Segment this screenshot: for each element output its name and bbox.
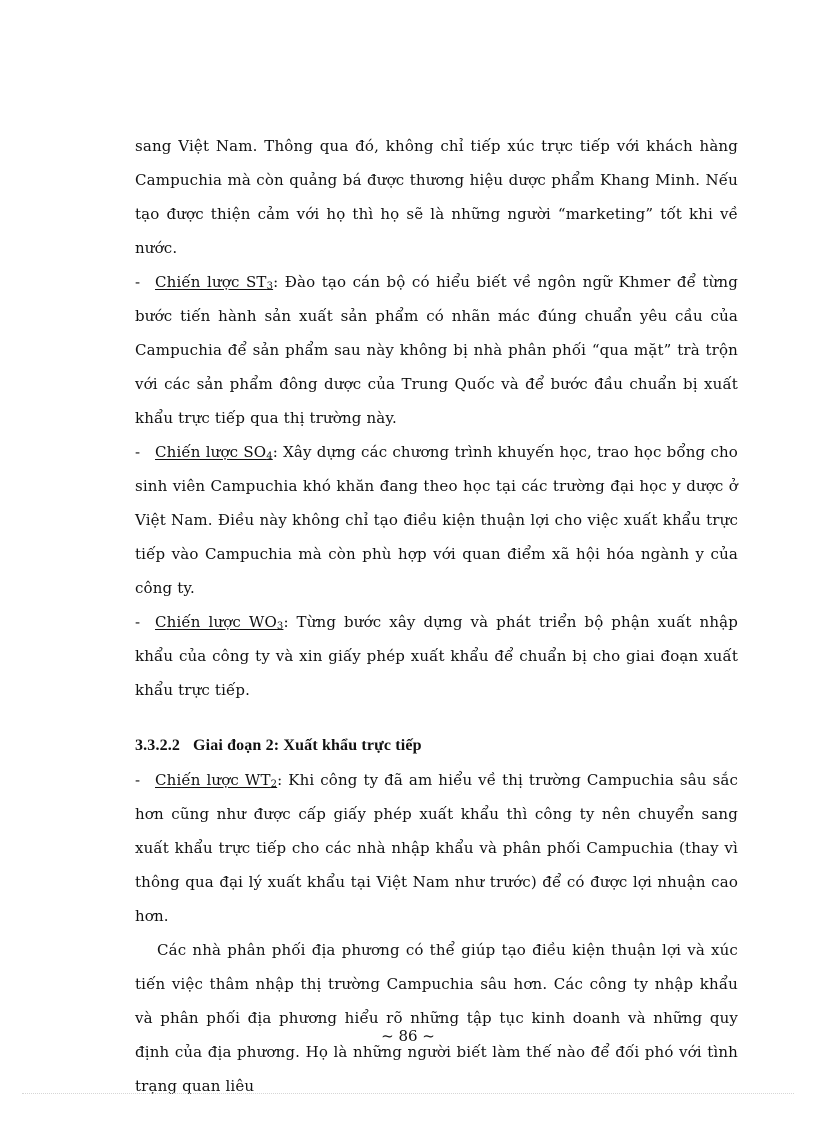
bullet-dash: - — [135, 771, 141, 789]
strategy-so4-label: Chiến lược $SO_4$ — [155, 443, 273, 462]
strategy-st3-text: : Đào tạo cán bộ có hiểu biết về ngôn ngữ Khmer để từng bước tiến hành sản xuất sản phẩm có nhãn mác đúng chuẩn yêu cầu của Campuchia để sản phẩm sau này không bị nhà phân phối “qua mặt” trà trộn với các sản phẩm đông dược của Trung Quốc và để bước đầu chuẩn bị xuất khẩu trực tiếp qua thị trường này. — [135, 273, 738, 427]
strategy-wo3-text: : Từng bước xây dựng và phát triển bộ phận xuất nhập khẩu của công ty và xin giấy phép xuất khẩu để chuẩn bị cho giai đoạn xuất khẩu trực tiếp. — [135, 613, 738, 699]
strategy-wt2-label: Chiến lược $WT_2$ — [155, 771, 278, 790]
page-number: ~ 86 ~ — [381, 1027, 435, 1045]
paragraph-intro: sang Việt Nam. Thông qua đó, không chỉ tiếp xúc trực tiếp với khách hàng Campuchia mà còn quảng bá được thương hiệu dược phẩm Khang Minh. Nếu tạo được thiện cảm với họ thì họ sẽ là những người “marketing” tốt khi về nước. — [135, 137, 738, 257]
strategy-so4-paragraph — [135, 435, 738, 605]
section-number: 3.3.2.2 — [135, 737, 181, 754]
bullet-dash: - — [135, 273, 141, 291]
strategy-wo3-paragraph — [135, 605, 738, 707]
section-title: Giai đoạn 2: Xuất khẩu trực tiếp — [193, 737, 422, 754]
strategy-wt2-paragraph — [135, 763, 738, 933]
strategy-st3-label: Chiến lược $ST_3$ — [155, 273, 274, 292]
strategy-wo3-label: Chiến lược $WO_3$ — [155, 613, 284, 632]
paragraph-distributors: Các nhà phân phối địa phương có thể giúp tạo điều kiện thuận lợi và xúc tiến việc thâm nhập thị trường Campuchia sâu hơn. Các công ty nhập khẩu và phân phối địa phương hiểu rõ những tập tục kinh doanh và những quy định của địa phương. Họ là những người biết làm thế nào để đối phó với tình trạng quan liêu — [135, 941, 738, 1095]
strategy-st3-paragraph — [135, 265, 738, 435]
body-text — [135, 129, 738, 1103]
page-bottom-divider — [22, 1093, 794, 1094]
bullet-dash: - — [135, 443, 141, 461]
bullet-dash: - — [135, 613, 141, 631]
strategy-so4-text: : Xây dựng các chương trình khuyến học, trao học bổng cho sinh viên Campuchia khó khăn đang theo học tại các trường đại học y dược ở Việt Nam. Điều này không chỉ tạo điều kiện thuận lợi cho việc xuất khẩu trực tiếp vào Campuchia mà còn phù hợp với quan điểm xã hội hóa ngành y của công ty. — [135, 443, 738, 597]
section-heading — [135, 729, 738, 763]
strategy-wt2-text: : Khi công ty đã am hiểu về thị trường Campuchia sâu sắc hơn cũng như được cấp giấy phép xuất khẩu thì công ty nên chuyển sang xuất khẩu trực tiếp cho các nhà nhập khẩu và phân phối Campuchia (thay vì thông qua đại lý xuất khẩu tại Việt Nam như trước) để có được lợi nhuận cao hơn. — [135, 771, 738, 925]
